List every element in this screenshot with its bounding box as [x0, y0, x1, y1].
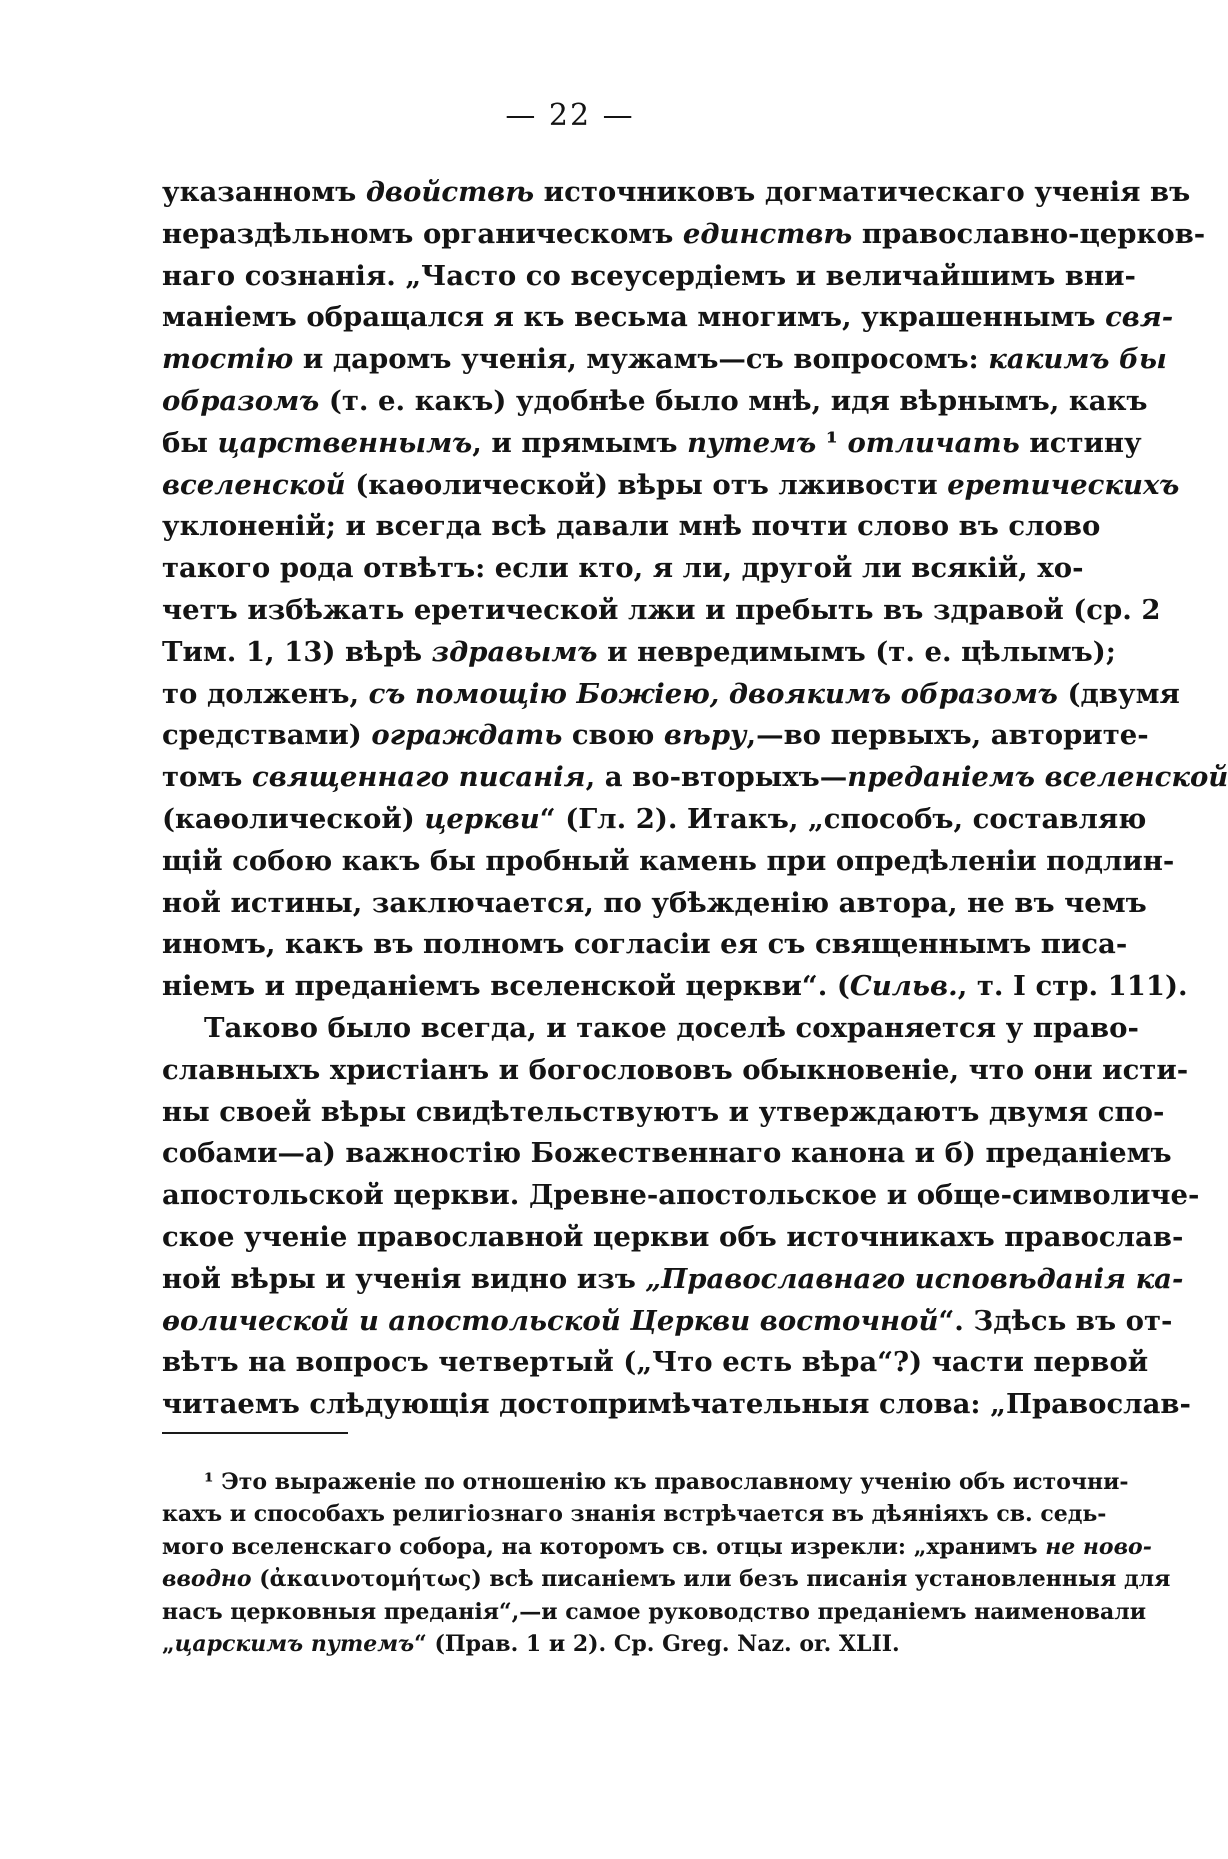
- text-line: бы царственнымъ, и прямымъ путемъ ¹ отличать истину: [162, 426, 1142, 459]
- text-line: ѳолической и апостольской Церкви восточной“. Здѣсь въ от-: [162, 1304, 1173, 1337]
- text-line: наго сознанія. „Часто со всеусердіемъ и величайшимъ вни-: [162, 259, 1136, 292]
- text-line: Тим. 1, 13) вѣрѣ здравымъ и невредимымъ (т. е. цѣлымъ);: [162, 635, 1116, 668]
- text-line: такого рода отвѣтъ: если кто, я ли, другой ли всякій, хо-: [162, 552, 1084, 585]
- footnote-line: насъ церковныя преданія“,—и самое руководство преданіемъ наименовали: [162, 1598, 1147, 1625]
- footnote-line: „царскимъ путемъ“ (Прав. 1 и 2). Ср. Greg. Naz. or. XLII.: [162, 1631, 900, 1658]
- text-line: (каѳолической) церкви“ (Гл. 2). Итакъ, „способъ, составляю: [162, 802, 1147, 835]
- text-line: указанномъ двойствѣ источниковъ догматическаго ученія въ: [162, 176, 1191, 208]
- text-line: томъ священнаго писанія, а во-вторыхъ—преданіемъ вселенской: [162, 761, 1228, 794]
- text-line: маніемъ обращался я къ весьма многимъ, украшеннымъ свя-: [162, 301, 1174, 334]
- text-line: читаемъ слѣдующія достопримѣчательныя слова: „Православ-: [162, 1388, 1191, 1421]
- text-line: щій собою какъ бы пробный камень при опредѣленіи подлин-: [162, 844, 1175, 877]
- footnote-divider: [162, 1432, 348, 1434]
- text-line: вселенской (каѳолической) вѣры отъ лживости еретическихъ: [162, 468, 1180, 501]
- text-line: уклоненій; и всегда всѣ давали мнѣ почти слово въ слово: [162, 510, 1101, 543]
- text-line: славныхъ христіанъ и богослововъ обыкновеніе, что они исти-: [162, 1053, 1189, 1086]
- text-line: средствами) ограждать свою вѣру,—во первыхъ, авторите-: [162, 719, 1149, 752]
- text-line: ское ученіе православной церкви объ источникахъ православ-: [162, 1220, 1184, 1253]
- text-line: четъ избѣжать еретической лжи и пребыть въ здравой (ср. 2: [162, 593, 1161, 626]
- page-number: — 22 —: [505, 98, 635, 133]
- text-line: иномъ, какъ въ полномъ согласіи ея съ священнымъ писа-: [162, 928, 1128, 961]
- text-line: апостольской церкви. Древне-апостольское и обще-символиче-: [162, 1179, 1200, 1212]
- main-text: [162, 172, 1228, 1426]
- text-line: ны своей вѣры свидѣтельствуютъ и утверждаютъ двумя спо-: [162, 1095, 1165, 1128]
- text-line: ной вѣры и ученія видно изъ „Православнаго исповѣданія ка-: [162, 1262, 1184, 1295]
- text-line: Таково было всегда, и такое доселѣ сохраняется у право-: [204, 1011, 1139, 1044]
- text-line: то долженъ, съ помощію Божіею, двоякимъ образомъ (двумя: [162, 677, 1180, 710]
- text-line: тостію и даромъ ученія, мужамъ—съ вопросомъ: какимъ бы: [162, 343, 1167, 376]
- text-line: вѣтъ на вопросъ четвертый („Что есть вѣра“?) части первой: [162, 1346, 1149, 1379]
- text-line: ной истины, заключается, по убѣжденію автора, не въ чемъ: [162, 886, 1147, 919]
- footnote-line: ¹ Это выраженіе по отношенію къ православному ученію объ источни-: [204, 1469, 1129, 1495]
- footnote: [162, 1466, 1171, 1660]
- text-line: образомъ (т. е. какъ) удобнѣе было мнѣ, идя вѣрнымъ, какъ: [162, 384, 1148, 417]
- text-line: собами—а) важностію Божественнаго канона и б) преданіемъ: [162, 1137, 1172, 1170]
- text-line: нераздѣльномъ органическомъ единствѣ православно-церков-: [162, 217, 1206, 250]
- footnote-line: кахъ и способахъ религіознаго знанія встрѣчается въ дѣяніяхъ св. седь-: [162, 1501, 1107, 1528]
- footnote-line: вводно (ἀκαινοτομήτως) всѣ писаніемъ или безъ писанія установленныя для: [162, 1566, 1171, 1593]
- footnote-ref[interactable]: ¹: [816, 426, 848, 459]
- text-line: ніемъ и преданіемъ вселенской церкви“. (Сильв., т. I стр. 111).: [162, 970, 1188, 1003]
- footnote-line: мого вселенскаго собора, на которомъ св. отцы изрекли: „хранимъ не ново-: [162, 1533, 1152, 1560]
